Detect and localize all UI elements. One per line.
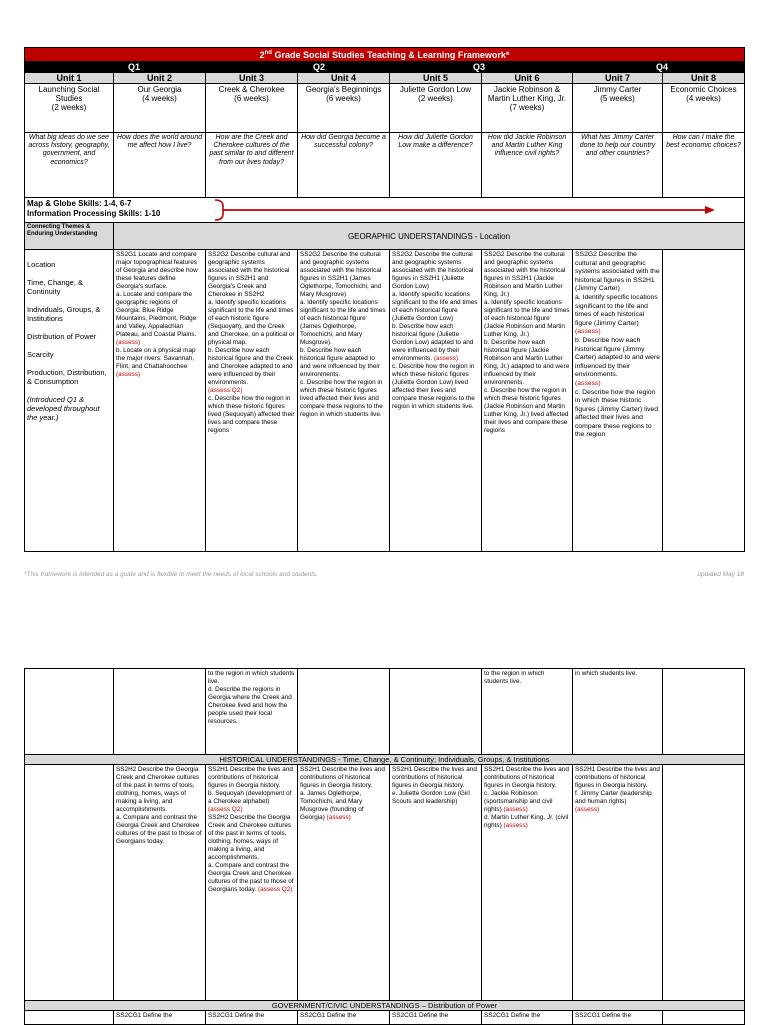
geo-cont-unit3: to the region in which students live. d. Describe the regions in Georgia where the Creek and Cherokee lived and how the people used their local resources.	[206, 669, 298, 755]
geo-standard-unit3	[206, 250, 298, 552]
hist-standards-row	[25, 765, 745, 1001]
unit-label: Unit 1	[25, 73, 114, 84]
framework-table-continued	[24, 668, 745, 1025]
theme-item: Location	[27, 260, 56, 269]
unit-question: How can I make the best economic choices?	[663, 133, 745, 198]
hist-standard-unit3	[206, 765, 298, 1001]
standard-text: c. Describe how the region in which these historic figures lived (Sequoyah) affected their lives and compare these regions	[208, 395, 295, 434]
unit-question: What big ideas do we see across history, geography, government, and economics?	[25, 133, 114, 198]
unit-weeks: (5 weeks)	[600, 94, 635, 103]
unit-question: How are the Creek and Cherokee cultures of the past similar to and different from our lives today?	[206, 133, 298, 198]
geo-section-header	[25, 223, 745, 250]
gov-standard-unit6: SS2CG1 Define the	[482, 1011, 573, 1025]
empty-cell	[298, 669, 390, 755]
gov-standard-unit7: SS2CG1 Define the	[573, 1011, 663, 1025]
themes-list	[25, 250, 114, 552]
unit-question-row	[25, 133, 745, 198]
hist-standard-unit2: SS2H2 Describe the Georgia Creek and Cherokee cultures of the past in terms of tools, clothing, homes, ways of making a living, and accomplishments. a. Compare and contrast the Georgia Creek and Cherokee cultures of the past to those of Georgians today.	[114, 765, 206, 1001]
framework-page-2	[24, 668, 744, 1025]
unit-title-cell	[298, 84, 390, 133]
assess-tag: (assess)	[433, 355, 459, 362]
themes-label: Connecting Themes & Enduring Understanding	[25, 223, 114, 250]
theme-note: (Introduced Q1 & developed throughout the year.)	[27, 395, 100, 422]
unit-title: Jackie Robinson & Martin Luther King, Jr.	[487, 85, 567, 103]
theme-item: Time, Change, & Continuity	[27, 278, 83, 296]
unit-label: Unit 4	[298, 73, 390, 84]
unit-label: Unit 6	[482, 73, 573, 84]
geo-standard-unit8	[663, 250, 745, 552]
empty-cell	[390, 669, 482, 755]
quarter-row	[25, 62, 745, 73]
quarter-q4: Q4	[656, 62, 669, 72]
standard-text: SS2H1 Describe the lives and contributions of historical figures in Georgia history. f. Jimmy Carter (leadership and human rights)	[575, 766, 660, 805]
unit-weeks: (6 weeks)	[326, 94, 361, 103]
assess-tag: (assess)	[326, 814, 351, 821]
info-processing-skills: Information Processing Skills: 1-10	[27, 209, 161, 218]
geo-standard-unit2	[114, 250, 206, 552]
framework-title	[25, 48, 745, 62]
unit-weeks: (4 weeks)	[686, 94, 721, 103]
assess-tag: (assess Q2)	[208, 806, 243, 813]
assess-tag: (assess)	[575, 806, 600, 813]
assess-tag: (assess Q2)	[257, 886, 293, 893]
footer-note: *This framework is intended as a guide and is flexible to meet the needs of local schools and students.	[24, 571, 319, 578]
assess-tag: (assess Q2)	[208, 387, 243, 394]
footer-updated: updated May 18	[697, 571, 744, 578]
standard-text: c. Describe how the region in which these historic figures (Juliette Gordon Low) lived affected their lives and compare these regions to the region in which students live.	[392, 363, 475, 410]
assess-tag: (assess)	[575, 379, 601, 387]
standard-text: SS2H2 Describe the Georgia Creek and Cherokee cultures of the past in terms of tools, clothing, homes, ways of making a living, and accomplishments. a. Compare and contrast the Georgia Creek and Cherokee cultures of the past to those of Georgians today.	[208, 814, 294, 893]
unit-title: Economic Choices	[670, 85, 737, 94]
unit-title: Juliette Gordon Low	[399, 85, 472, 94]
unit-title-cell	[206, 84, 298, 133]
unit-label: Unit 8	[663, 73, 745, 84]
gov-standard-unit4: SS2CG1 Define the	[298, 1011, 390, 1025]
unit-title: Launching Social Studies	[38, 85, 100, 103]
empty-cell	[25, 669, 114, 755]
skills-row	[25, 198, 745, 223]
unit-title-row	[25, 84, 745, 133]
unit-question: How does the world around me affect how I live?	[114, 133, 206, 198]
standard-text: d. Martin Luther King, Jr. (civil rights)	[484, 814, 569, 829]
unit-title-cell	[482, 84, 573, 133]
assess-tag: (assess)	[575, 328, 601, 336]
map-globe-skills: Map & Globe Skills: 1-4, 6-7	[27, 199, 132, 208]
quarter-q3: Q3	[473, 62, 486, 72]
unit-weeks: (2 weeks)	[51, 103, 87, 112]
unit-title-cell	[390, 84, 482, 133]
unit-question: How did Juliette Gordon Low make a difference?	[390, 133, 482, 198]
unit-question: What has Jimmy Carter done to help our country and other countries?	[573, 133, 663, 198]
standard-text: SS2G2 Describe the cultural and geographic systems associated with the historical figures in SS2H1 (James Oglethorpe, Tomochichi, and Mary Musgrove) a. Identify specific locations significant to the life and times of each historical figure (James Oglethorpe, Tomochichi, and Mary Musgrove). b. Describe how each historical figure adapted to and were influenced by their environments.	[300, 251, 386, 378]
hist-standard-unit4	[298, 765, 390, 1001]
geo-section-title: GEORAPHIC UNDERSTANDINGS - Location	[114, 223, 745, 250]
unit-title-cell	[114, 84, 206, 133]
framework-table	[24, 47, 745, 552]
geo-standard-unit6	[482, 250, 573, 552]
standard-text: SS2G2 Describe the cultural and geographic systems associated with the historical figures in SS2H1 (Juliette Gordon Low) a. Identify specific locations significant to the life and times of each historical figure (Juliette Gordon Low) b. Describe how each historical figure (Juliette Gordon Low) adapted to and were influenced by their environments.	[392, 251, 478, 362]
quarter-q2: Q2	[313, 62, 326, 72]
geo-continued-row	[25, 669, 745, 755]
quarter-q1: Q1	[128, 62, 141, 72]
geo-standard-unit5	[390, 250, 482, 552]
unit-question: How did Georgia become a successful colony?	[298, 133, 390, 198]
theme-item: Scarcity	[27, 350, 54, 359]
framework-page-1	[24, 47, 744, 552]
standard-text: b. Locate on a physical map the major rivers: Savannah, Flint, and Chattahoochee	[116, 347, 196, 370]
unit-label: Unit 3	[206, 73, 298, 84]
standard-text: c. Describe how the region in which these historic figures lived affected their lives and compare these regions to the region in which students live.	[300, 379, 383, 418]
gov-standard-unit3: SS2CG1 Define the	[206, 1011, 298, 1025]
gov-section-title: GOVERNMENT/CIVIC UNDERSTANDINGS – Distribution of Power	[25, 1001, 745, 1011]
empty-cell	[25, 1011, 114, 1025]
assess-tag: (assess)	[116, 371, 141, 378]
unit-weeks: (2 weeks)	[418, 94, 453, 103]
standard-text: SS2G2 Describe the cultural and geographic systems associated with the historical figures in SS2H1 (Jackie Robinson and Martin Luther King, Jr.) a. Identify specific locations significant to the life and times of each historical figure (Jackie Robinson and Martin Luther King, Jr.) b. Describe how each historical figure (Jackie Robinson and Martin Luther King, Jr.) adapted to and were influenced by their environments.	[484, 251, 570, 386]
unit-question: How did Jackie Robinson and Martin Luther King influence civil rights?	[482, 133, 573, 198]
standard-text: c. Describe how the region in which these historic figures (Jimmy Carter) lived affected their lives and compare these regions to the region	[575, 388, 659, 439]
standard-text: SS2G1 Locate and compare major topographical features of Georgia and describe how these features define Georgia's surface. a. Locate and compare the geographic regions of Georgia: Blue Ridge Mountains, Piedmont, Ridge and Valley, Appalachian Plateau, and Coastal Plains.	[116, 251, 198, 338]
assess-tag: (assess)	[116, 339, 141, 346]
geo-standards-row	[25, 250, 745, 552]
geo-standard-unit4	[298, 250, 390, 552]
unit-header-row	[25, 73, 745, 84]
gov-standards-row	[25, 1011, 745, 1025]
unit-title: Creek & Cherokee	[218, 85, 285, 94]
standard-text: b. Describe how each historical figure (Jimmy Carter) adapted to and were influenced by their environments.	[575, 336, 661, 379]
unit-title-cell	[25, 84, 114, 133]
standard-text: SS2G2 Describe cultural and geographic systems associated with the historical figures in SS2H1 and Georgia's Creek and Cherokee in SS2H2 a. Identify specific locations significant to the life and times of each historic figure (Sequoyah), and the Creek and Cherokee, on a political or physical map. b. Describe how each historical figure and the Creek and Cherokee adapted to and were influenced by their environments.	[208, 251, 295, 386]
empty-cell	[114, 669, 206, 755]
unit-title-cell	[573, 84, 663, 133]
geo-cont-unit6: to the region in which students live.	[482, 669, 573, 755]
theme-item: Individuals, Groups, & Institutions	[27, 305, 101, 323]
skills-arrow-icon	[25, 198, 745, 222]
unit-label: Unit 5	[390, 73, 482, 84]
gov-standard-unit5: SS2CG1 Define the	[390, 1011, 482, 1025]
unit-weeks: (4 weeks)	[142, 94, 177, 103]
unit-title: Jimmy Carter	[593, 85, 642, 94]
standard-text: SS2H1 Describe the lives and contributions of historical figures in Georgia history. b. Sequoyah (development of a Cherokee alphabet)	[208, 766, 293, 805]
standard-text: SS2H1 Describe the lives and contributions of historical figures in Georgia history. a. James Oglethorpe, Tomochichi, and Mary Musgrove (founding of Georgia)	[300, 766, 385, 821]
hist-section-title: HISTORICAL UNDERSTANDINGS - Time, Change, & Continuity; Individuals, Groups, & Institutions	[25, 755, 745, 765]
theme-item: Production, Distribution, & Consumption	[27, 368, 107, 386]
unit-title-cell	[663, 84, 745, 133]
empty-cell	[663, 765, 745, 1001]
assess-tag: (assess)	[503, 806, 528, 813]
unit-title: Georgia's Beginnings	[305, 85, 382, 94]
hist-standard-unit5: SS2H1 Describe the lives and contributions of historical figures in Georgia history. e. Juliette Gordon Low (Girl Scouts and leadership)	[390, 765, 482, 1001]
unit-weeks: (7 weeks)	[509, 103, 545, 112]
hist-standard-unit7	[573, 765, 663, 1001]
empty-cell	[25, 765, 114, 1001]
standard-text: SS2G2 Describe the cultural and geographic systems associated with the historical figures in SS2H1 (Jimmy Carter) a. Identify specific locations significant to the life and times of each historical figure (Jimmy Carter)	[575, 251, 660, 327]
empty-cell	[663, 669, 745, 755]
gov-standard-unit2: SS2CG1 Define the	[114, 1011, 206, 1025]
geo-standard-unit7	[573, 250, 663, 552]
theme-item: Distribution of Power	[27, 332, 97, 341]
empty-cell	[663, 1011, 745, 1025]
hist-standard-unit6	[482, 765, 573, 1001]
title-text: 2nd Grade Social Studies Teaching & Learning Framework*	[259, 50, 510, 60]
unit-label: Unit 2	[114, 73, 206, 84]
geo-cont-unit7: in which students live.	[573, 669, 663, 755]
unit-label: Unit 7	[573, 73, 663, 84]
standard-text: SS2H1 Describe the lives and contributions of historical figures in Georgia history. c. Jackie Robinson (sportsmanship and civil rights)	[484, 766, 569, 813]
unit-weeks: (6 weeks)	[234, 94, 269, 103]
assess-tag: (assess)	[503, 822, 528, 829]
standard-text: c. Describe how the region in which these historic figures (Jackie Robinson and Martin Luther King, Jr.) lived affected their lives and compare these regions	[484, 387, 569, 434]
unit-title: Our Georgia	[137, 85, 182, 94]
